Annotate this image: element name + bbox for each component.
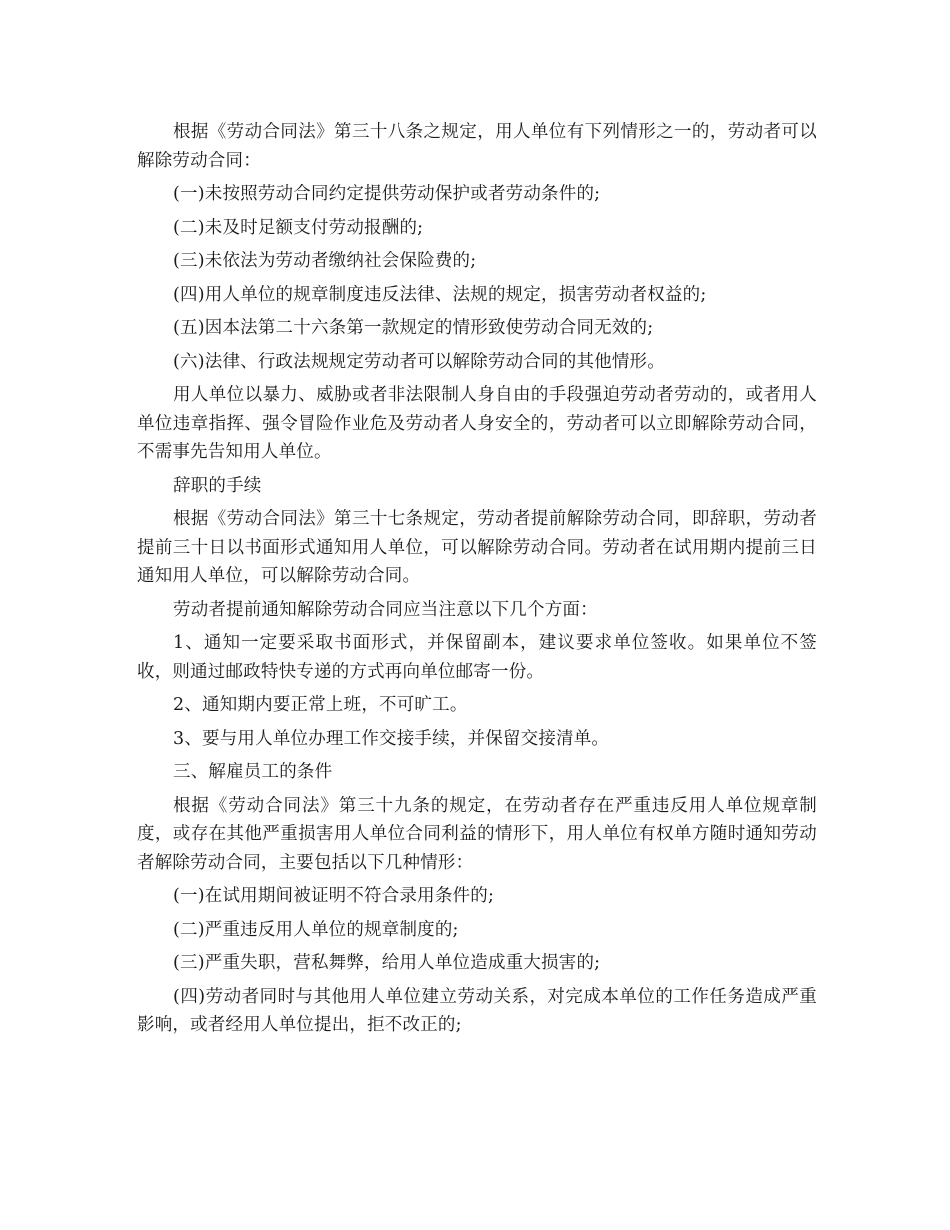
list-item: 2、通知期内要正常上班，不可旷工。 — [173, 695, 468, 715]
list-item: (三)严重失职，营私舞弊，给用人单位造成重大损害的; — [173, 953, 601, 973]
list-item: 3、要与用人单位办理工作交接手续，并保留交接清单。 — [173, 728, 610, 749]
paragraph: 根据《劳动合同法》第三十八条之规定，用人单位有下列情形之一的，劳动者可以解除劳动合同： — [137, 122, 817, 171]
list-item: (五)因本法第二十六条第一款规定的情形致使劳动合同无效的; — [173, 318, 654, 338]
list-item: (四)用人单位的规章制度违反法律、法规的规定，损害劳动者权益的; — [173, 284, 707, 305]
list-item: (四)劳动者同时与其他用人单位建立劳动关系，对完成本单位的工作任务造成严重影响，或者经用人单位提出，拒不改正的; — [137, 986, 817, 1035]
list-item: (二)未及时足额支付劳动报酬的; — [173, 217, 424, 238]
paragraph: 用人单位以暴力、威胁或者非法限制人身自由的手段强迫劳动者劳动的，或者用人单位违章指挥、强令冒险作业危及劳动者人身安全的，劳动者可以立即解除劳动合同，不需事先告知用人单位。 — [137, 385, 817, 462]
list-item: (三)未依法为劳动者缴纳社会保险费的; — [173, 251, 477, 271]
paragraph: 根据《劳动合同法》第三十七条规定，劳动者提前解除劳动合同，即辞职，劳动者提前三十日以书面形式通知用人单位，可以解除劳动合同。劳动者在试用期内提前三日通知用人单位，可以解除劳动合同。 — [137, 509, 817, 586]
list-item: (一)在试用期间被证明不符合录用条件的; — [173, 886, 495, 906]
section-heading: 辞职的手续 — [173, 475, 262, 496]
document-page — [137, 118, 817, 1045]
paragraph: 根据《劳动合同法》第三十九条的规定，在劳动者存在严重违反用人单位规章制度，或存在其他严重损害用人单位合同利益的情形下，用人单位有权单方随时通知劳动者解除劳动合同，主要包括以下几种情形： — [137, 795, 817, 873]
list-item: (六)法律、行政法规规定劳动者可以解除劳动合同的其他情形。 — [173, 351, 665, 372]
paragraph: 劳动者提前通知解除劳动合同应当注意以下几个方面： — [173, 599, 598, 620]
section-heading: 三、解雇员工的条件 — [173, 762, 333, 782]
list-item: 1、通知一定要采取书面形式，并保留副本，建议要求单位签收。如果单位不签收，则通过邮政特快专递的方式再向单位邮寄一份。 — [137, 633, 817, 682]
list-item: (二)严重违反用人单位的规章制度的; — [173, 919, 459, 940]
list-item: (一)未按照劳动合同约定提供劳动保护或者劳动条件的; — [173, 184, 601, 204]
